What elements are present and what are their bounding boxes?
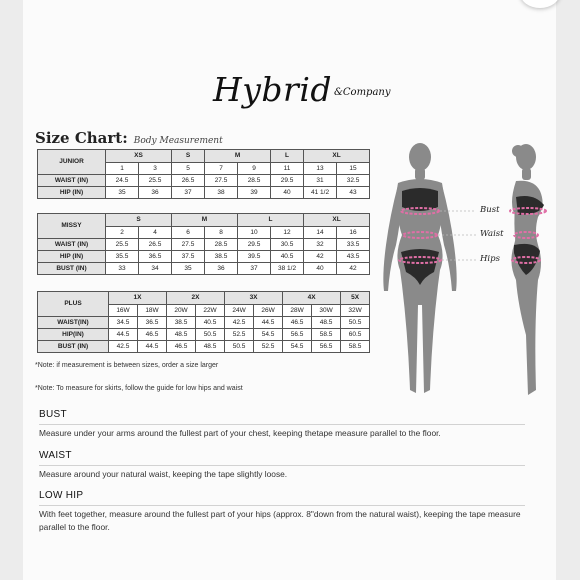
- body-measurement-figures: [368, 135, 558, 413]
- table-cell: 34.5: [109, 317, 138, 329]
- table-row: [38, 239, 370, 251]
- table-row: [38, 317, 370, 329]
- logo-sub: &Company: [334, 87, 391, 98]
- table-cell: 32: [304, 239, 337, 251]
- row-label: HIP (IN): [38, 187, 106, 199]
- size-number: 11: [271, 163, 304, 175]
- table-row: [38, 341, 370, 353]
- size-number: 26W: [254, 305, 283, 317]
- table-cell: 58.5: [341, 341, 370, 353]
- table-cell: 40.5: [271, 251, 304, 263]
- label-hips: Hips: [480, 254, 500, 264]
- size-group: 3X: [225, 292, 283, 305]
- table-cell: 50.5: [341, 317, 370, 329]
- plus-size-table: [37, 291, 370, 353]
- section-divider: [39, 465, 525, 466]
- table-cell: 50.5: [196, 329, 225, 341]
- table-cell: 33: [106, 263, 139, 275]
- table-cell: 44.5: [254, 317, 283, 329]
- table-cell: 50.5: [225, 341, 254, 353]
- table-cell: 30.5: [271, 239, 304, 251]
- size-number: 30W: [312, 305, 341, 317]
- row-label: BUST (IN): [38, 341, 109, 353]
- size-group: L: [238, 214, 304, 227]
- size-group: M: [172, 214, 238, 227]
- size-number: 28W: [283, 305, 312, 317]
- missy-size-table: [37, 213, 370, 275]
- size-group: S: [106, 214, 172, 227]
- table-cell: 35.5: [106, 251, 139, 263]
- table-cell: 38: [205, 187, 238, 199]
- table-cell: 36: [205, 263, 238, 275]
- table-row: [38, 263, 370, 275]
- section-title-waist: WAIST: [39, 450, 72, 461]
- section-title-low-hip: LOW HIP: [39, 490, 84, 501]
- table-cell: 34: [139, 263, 172, 275]
- size-number: 5: [172, 163, 205, 175]
- size-number: 18W: [138, 305, 167, 317]
- table-cell: 28.5: [238, 175, 271, 187]
- table-label: PLUS: [38, 292, 109, 317]
- section-text-waist: Measure around your natural waist, keeping the tape slightly loose.: [39, 469, 288, 479]
- size-number: 10: [238, 227, 271, 239]
- size-number: 15: [337, 163, 370, 175]
- table-cell: 39.5: [238, 251, 271, 263]
- size-number: 14: [304, 227, 337, 239]
- size-number: 16: [337, 227, 370, 239]
- size-number: 24W: [225, 305, 254, 317]
- table-cell: 33.5: [337, 239, 370, 251]
- size-number: 3: [139, 163, 172, 175]
- table-cell: 38.5: [205, 251, 238, 263]
- table-cell: 36.5: [139, 251, 172, 263]
- size-group: XL: [304, 150, 370, 163]
- table-cell: 37.5: [172, 251, 205, 263]
- table-row: [38, 251, 370, 263]
- size-number: 1: [106, 163, 139, 175]
- row-label: BUST (IN): [38, 263, 106, 275]
- table-cell: 60.5: [341, 329, 370, 341]
- table-cell: 25.5: [106, 239, 139, 251]
- size-number: 32W: [341, 305, 370, 317]
- size-number: 9: [238, 163, 271, 175]
- table-cell: 42.5: [109, 341, 138, 353]
- row-label: HIP (IN): [38, 251, 106, 263]
- label-waist: Waist: [480, 229, 504, 239]
- table-cell: 37: [172, 187, 205, 199]
- table-cell: 28.5: [205, 239, 238, 251]
- table-cell: 58.5: [312, 329, 341, 341]
- table-cell: 37: [238, 263, 271, 275]
- table-cell: 24.5: [106, 175, 139, 187]
- size-number: 22W: [196, 305, 225, 317]
- table-cell: 42.5: [225, 317, 254, 329]
- size-number: 12: [271, 227, 304, 239]
- table-cell: 25.5: [139, 175, 172, 187]
- size-group: 5X: [341, 292, 370, 305]
- section-divider: [39, 505, 525, 506]
- size-number: 16W: [109, 305, 138, 317]
- chart-title-row: [35, 129, 223, 148]
- table-cell: 40: [304, 263, 337, 275]
- table-cell: 46.5: [167, 341, 196, 353]
- table-cell: 27.5: [172, 239, 205, 251]
- row-label: HIP(IN): [38, 329, 109, 341]
- row-label: WAIST(IN): [38, 317, 109, 329]
- table-cell: 54.5: [254, 329, 283, 341]
- size-group: XL: [304, 214, 370, 227]
- table-cell: 48.5: [312, 317, 341, 329]
- table-cell: 29.5: [271, 175, 304, 187]
- table-cell: 38 1/2: [271, 263, 304, 275]
- table-cell: 27.5: [205, 175, 238, 187]
- table-cell: 44.5: [109, 329, 138, 341]
- table-cell: 52.5: [254, 341, 283, 353]
- table-cell: 42: [337, 263, 370, 275]
- section-divider: [39, 424, 525, 425]
- table-row: [38, 329, 370, 341]
- note-between-sizes: *Note: if measurement is between sizes, order a size larger: [35, 362, 219, 369]
- note-skirts: *Note: To measure for skirts, follow the guide for low hips and waist: [35, 385, 243, 392]
- logo-main: Hybrid: [213, 70, 332, 109]
- table-cell: 32.5: [337, 175, 370, 187]
- size-number: 20W: [167, 305, 196, 317]
- table-cell: 52.5: [225, 329, 254, 341]
- table-cell: 56.5: [283, 329, 312, 341]
- table-cell: 48.5: [167, 329, 196, 341]
- table-cell: 35: [172, 263, 205, 275]
- table-cell: 43: [337, 187, 370, 199]
- table-cell: 36.5: [138, 317, 167, 329]
- page-title: Size Chart:: [35, 129, 128, 147]
- section-text-bust: Measure under your arms around the fullest part of your chest, keeping thetape measure parallel to the floor.: [39, 428, 441, 438]
- row-label: WAIST (IN): [38, 175, 106, 187]
- table-row: [38, 175, 370, 187]
- table-cell: 29.5: [238, 239, 271, 251]
- table-cell: 39: [238, 187, 271, 199]
- section-text-low-hip: With feet together, measure around the fullest part of your hips (approx. 8"down from the natural waist), keeping the tape measure parallel to the floor.: [39, 509, 521, 532]
- table-row: [38, 187, 370, 199]
- section-title-bust: BUST: [39, 409, 67, 420]
- label-bust: Bust: [480, 205, 500, 215]
- table-cell: 35: [106, 187, 139, 199]
- row-label: WAIST (IN): [38, 239, 106, 251]
- table-label: JUNIOR: [38, 150, 106, 175]
- table-cell: 40.5: [196, 317, 225, 329]
- table-cell: 41 1/2: [304, 187, 337, 199]
- table-cell: 48.5: [196, 341, 225, 353]
- size-chart-page: [23, 0, 556, 580]
- size-group: XS: [106, 150, 172, 163]
- table-cell: 46.5: [283, 317, 312, 329]
- table-cell: 36: [139, 187, 172, 199]
- size-group: 2X: [167, 292, 225, 305]
- size-number: 13: [304, 163, 337, 175]
- size-number: 2: [106, 227, 139, 239]
- size-group: 4X: [283, 292, 341, 305]
- corner-button[interactable]: [520, 0, 560, 8]
- table-cell: 42: [304, 251, 337, 263]
- size-group: S: [172, 150, 205, 163]
- table-cell: 31: [304, 175, 337, 187]
- table-cell: 54.5: [283, 341, 312, 353]
- size-group: 1X: [109, 292, 167, 305]
- size-number: 7: [205, 163, 238, 175]
- table-cell: 26.5: [172, 175, 205, 187]
- figure-illustration: [368, 135, 558, 413]
- brand-logo: [213, 70, 391, 109]
- table-cell: 26.5: [139, 239, 172, 251]
- size-group: M: [205, 150, 271, 163]
- table-cell: 56.5: [312, 341, 341, 353]
- size-group: L: [271, 150, 304, 163]
- size-number: 4: [139, 227, 172, 239]
- junior-size-table: [37, 149, 370, 199]
- table-label: MISSY: [38, 214, 106, 239]
- table-cell: 43.5: [337, 251, 370, 263]
- size-number: 6: [172, 227, 205, 239]
- page-subtitle: Body Measurement: [133, 136, 223, 146]
- table-cell: 44.5: [138, 341, 167, 353]
- table-cell: 46.5: [138, 329, 167, 341]
- size-number: 8: [205, 227, 238, 239]
- table-cell: 40: [271, 187, 304, 199]
- table-cell: 38.5: [167, 317, 196, 329]
